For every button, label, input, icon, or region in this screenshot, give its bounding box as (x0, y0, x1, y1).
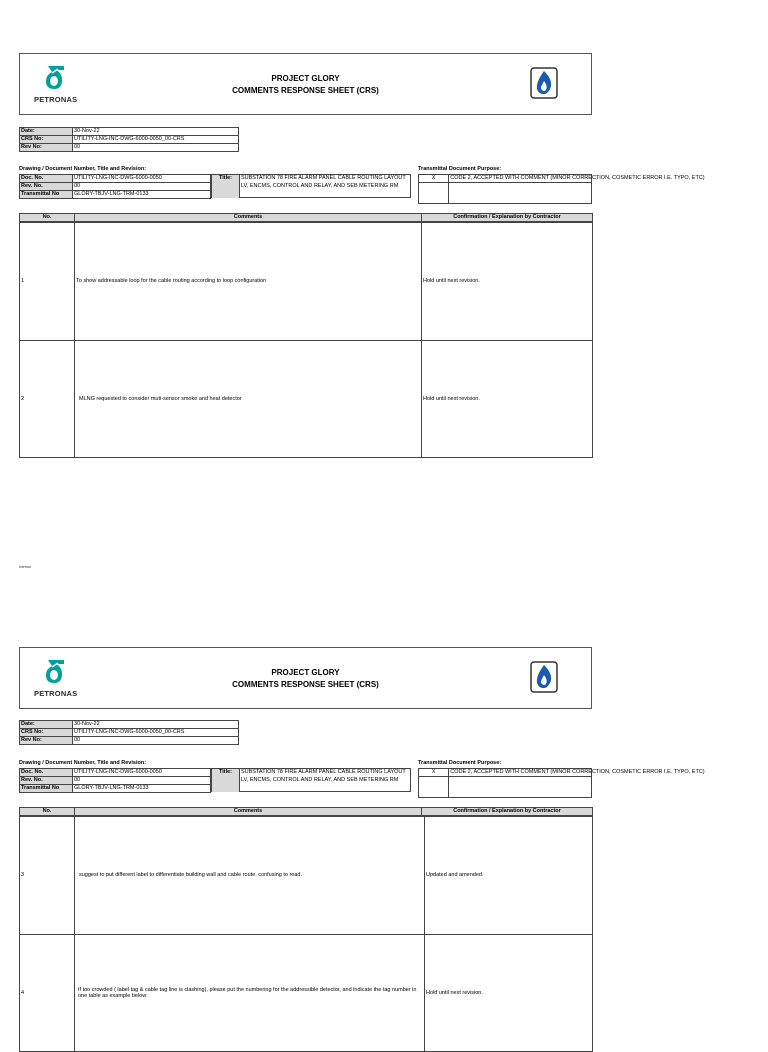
crs-label: CRS No: (20, 136, 73, 144)
doc-no-value: UTILITY-LNG-INC-DWG-6000-0050 (73, 769, 211, 777)
project-title: PROJECT GLORY (271, 74, 340, 83)
purpose-code: CODE 2, ACCEPTED WITH COMMENT (MINOR CORRECTION, COSMETIC ERROR I.E. TYPO, ETC) (450, 769, 705, 775)
rev-label: Rev No: (20, 737, 73, 745)
transmittal-label: Transmittal No (20, 785, 73, 793)
comments-table-header (19, 807, 593, 816)
purpose-section-label: Transmittal Document Purpose: (418, 760, 502, 766)
rev-value: 00 (73, 737, 239, 745)
title-label: Title: (212, 769, 240, 792)
drawing-section-label: Drawing / Document Number, Title and Revision: (19, 760, 147, 766)
row-comment: To show addressable loop for the cable routing according to loop configuration (75, 223, 422, 341)
row-response: Hold until next revision. (425, 935, 593, 1052)
row-number: 2 (20, 341, 75, 458)
table-row (20, 935, 593, 1052)
row-response: Hold until next revision. (422, 341, 593, 458)
comments-table-page-1 (19, 222, 593, 458)
logo-wordmark: PETRONAS (34, 689, 78, 698)
purpose-code: CODE 2, ACCEPTED WITH COMMENT (MINOR CORRECTION, COSMETIC ERROR I.E. TYPO, ETC) (450, 175, 705, 181)
flame-logo (530, 67, 558, 104)
purpose-section-label: Transmittal Document Purpose: (418, 166, 502, 172)
gas-flame-icon (530, 661, 558, 693)
crs-info-table (19, 720, 239, 745)
crs-info-table (19, 127, 239, 152)
date-value: 30-Nov-22 (73, 128, 239, 136)
logo-wordmark: PETRONAS (34, 95, 78, 104)
row-number: 1 (20, 223, 75, 341)
row-comment: If too crowded ( label tag & cable tag line is clashing), please put the numbering for the addressible detector, and indicate the tag number in one table as example below: (75, 935, 425, 1052)
table-row (20, 817, 593, 935)
sheet-header (19, 647, 592, 709)
col-comments-header: Comments (75, 808, 422, 816)
sheet-title: COMMENTS RESPONSE SHEET (CRS) (232, 680, 379, 689)
rev-value: 00 (73, 144, 239, 152)
table-row (20, 341, 593, 458)
row-number: 3 (20, 817, 75, 935)
sheet-header (19, 53, 592, 115)
doc-no-value: UTILITY-LNG-INC-DWG-6000-0050 (73, 175, 211, 183)
drawing-table (19, 768, 211, 793)
title-value: SUBSTATION 78 FIRE ALARM PANEL CABLE ROUTING LAYOUT LV, ENCMS, CONTROL AND RELAY, AND SEB METERING RM (240, 769, 411, 792)
col-no-header: No. (20, 214, 75, 222)
title-table (211, 174, 411, 198)
crs-value: UTILITY-LNG-INC-DWG-6000-0050_00-CRS (73, 729, 239, 737)
purpose-mark: X (419, 769, 449, 777)
title-value: SUBSTATION 78 FIRE ALARM PANEL CABLE ROUTING LAYOUT LV, ENCMS, CONTROL AND RELAY, AND SEB METERING RM (240, 175, 411, 198)
transmittal-value: GLORY-TBJV-LNG-TRM-0133 (73, 785, 211, 793)
col-confirmation-header: Confirmation / Explanation by Contractor (422, 808, 593, 816)
doc-no-label: Doc. No. (20, 175, 73, 183)
rev-no-value: 00 (73, 777, 211, 785)
title-label: Title: (212, 175, 240, 198)
table-row (20, 223, 593, 341)
crs-label: CRS No: (20, 729, 73, 737)
purpose-table (418, 174, 705, 204)
rev-no-label: Rev. No. (20, 777, 73, 785)
row-comment: suggest to put different label to differentiate building wall and cable route. confusing to read. (75, 817, 425, 935)
footer-classification: Internal (19, 565, 31, 569)
purpose-table (418, 768, 705, 798)
gas-flame-icon (530, 67, 558, 99)
flame-logo (530, 661, 558, 698)
drawing-section-label: Drawing / Document Number, Title and Revision: (19, 166, 147, 172)
sheet-title: COMMENTS RESPONSE SHEET (CRS) (232, 86, 379, 95)
row-comment: MLNG requested to consider muti-sensor smoke and heat detector (75, 341, 422, 458)
title-block (20, 73, 591, 97)
rev-no-label: Rev. No. (20, 183, 73, 191)
row-response: Updated and amended. (425, 817, 593, 935)
row-response: Hold until next revision. (422, 223, 593, 341)
drawing-table (19, 174, 211, 199)
title-block (20, 667, 591, 691)
row-number: 4 (20, 935, 75, 1052)
purpose-mark: X (419, 175, 449, 183)
crs-value: UTILITY-LNG-INC-DWG-6000-0050_00-CRS (73, 136, 239, 144)
doc-no-label: Doc. No. (20, 769, 73, 777)
col-confirmation-header: Confirmation / Explanation by Contractor (422, 214, 593, 222)
date-label: Date: (20, 721, 73, 729)
title-table (211, 768, 411, 792)
col-comments-header: Comments (75, 214, 422, 222)
rev-label: Rev No: (20, 144, 73, 152)
rev-no-value: 00 (73, 183, 211, 191)
transmittal-label: Transmittal No (20, 191, 73, 199)
comments-table-page-2 (19, 816, 593, 1052)
project-title: PROJECT GLORY (271, 668, 340, 677)
transmittal-value: GLORY-TBJV-LNG-TRM-0133 (73, 191, 211, 199)
date-label: Date: (20, 128, 73, 136)
date-value: 30-Nov-22 (73, 721, 239, 729)
comments-table-header (19, 213, 593, 222)
col-no-header: No. (20, 808, 75, 816)
